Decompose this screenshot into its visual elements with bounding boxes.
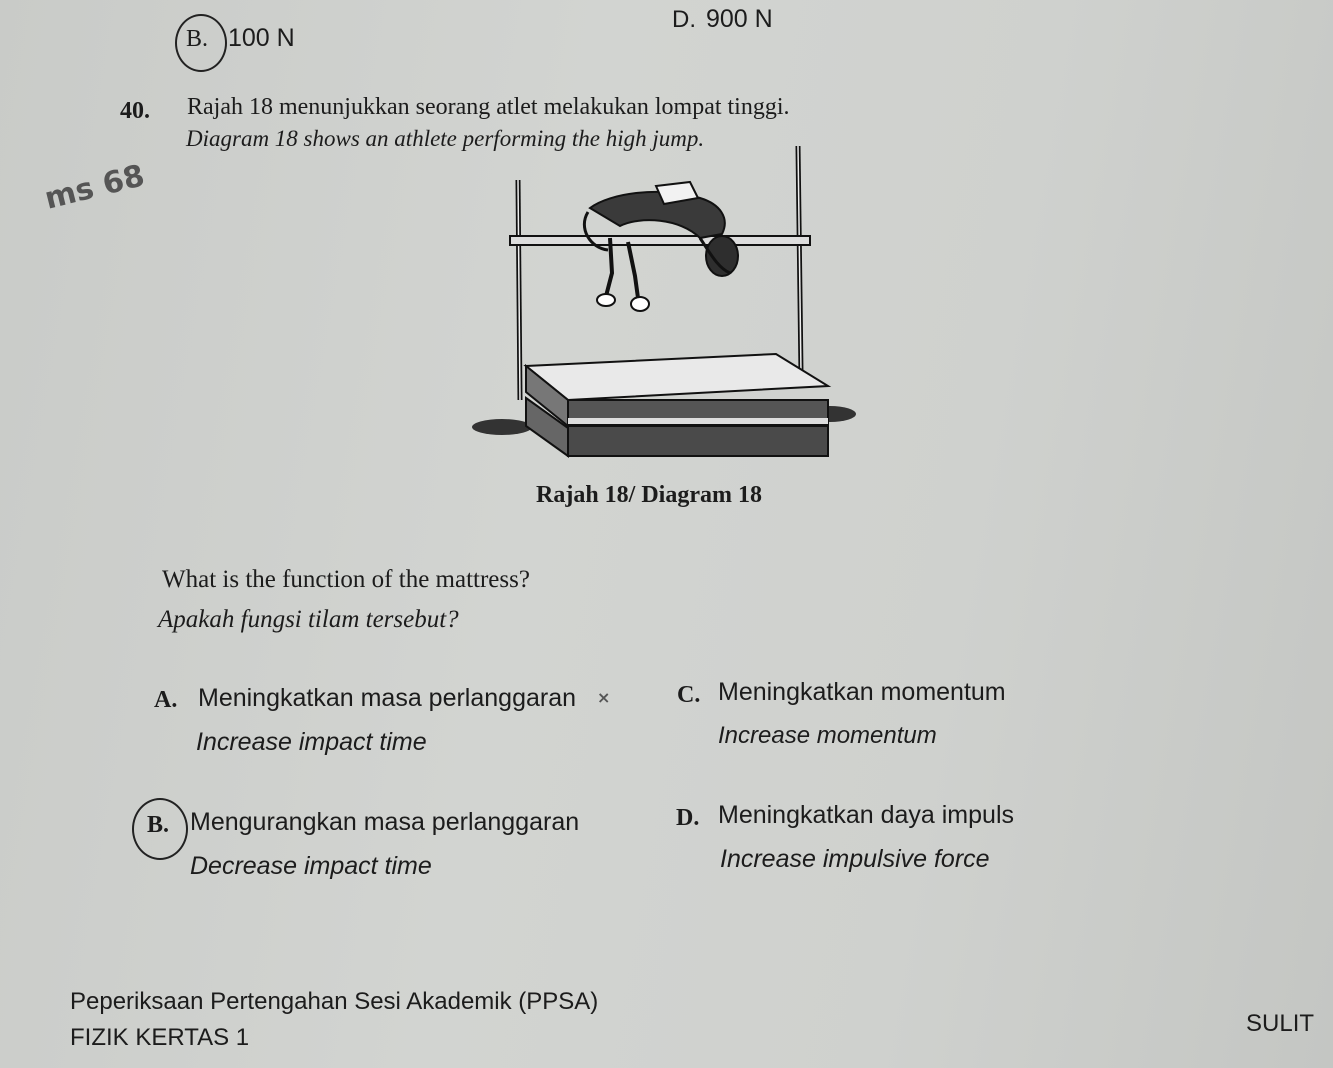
option-c-malay: Meningkatkan momentum (718, 678, 1006, 706)
prev-option-b-letter: B. (186, 26, 209, 52)
diagram-caption: Rajah 18/ Diagram 18 (536, 482, 762, 508)
option-b-english: Decrease impact time (190, 852, 432, 880)
option-d-malay: Meningkatkan daya impuls (718, 801, 1014, 829)
option-c-letter: C. (677, 682, 701, 708)
question-stem-malay: Rajah 18 menunjukkan seorang atlet melakukan lompat tinggi. (187, 94, 790, 120)
prev-option-d-text: 900 N (706, 5, 773, 33)
option-a-letter: A. (154, 687, 178, 713)
prev-option-d-letter: D. (672, 6, 696, 33)
prev-option-b-text: 100 N (228, 24, 295, 52)
option-d-english: Increase impulsive force (720, 845, 990, 873)
left-base (472, 419, 532, 435)
question-english: What is the function of the mattress? (162, 566, 530, 593)
footer-paper: FIZIK KERTAS 1 (70, 1024, 250, 1051)
question-malay: Apakah fungsi tilam tersebut? (158, 606, 459, 633)
option-b-malay: Mengurangkan masa perlanggaran (190, 808, 580, 836)
footer-classification: SULIT (1246, 1010, 1315, 1037)
handwritten-mark: × (597, 688, 611, 707)
high-jump-diagram (460, 138, 860, 468)
footer-exam-name: Peperiksaan Pertengahan Sesi Akademik (PPSA) (70, 988, 599, 1015)
question-stem-english: Diagram 18 shows an athlete performing the high jump. (186, 126, 705, 151)
crossbar (510, 236, 810, 245)
athlete (584, 182, 738, 311)
option-a-malay: Meningkatkan masa perlanggaran (198, 684, 577, 712)
option-c-english: Increase momentum (718, 722, 937, 749)
option-b-letter: B. (147, 812, 170, 838)
option-d-letter: D. (676, 805, 700, 831)
mattress (526, 354, 828, 456)
handwritten-margin-note: ms 68 (41, 158, 149, 217)
option-a-english: Increase impact time (196, 728, 427, 756)
question-number: 40. (120, 98, 150, 124)
